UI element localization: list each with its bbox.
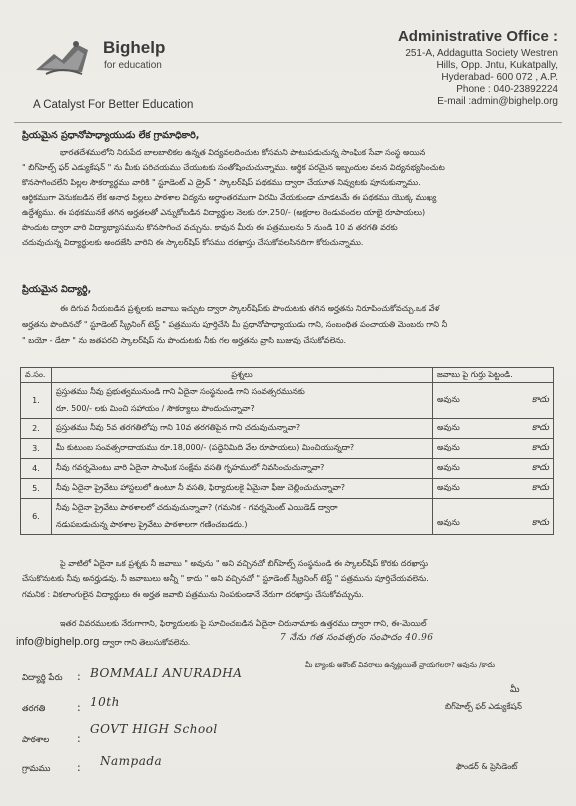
answer-cell[interactable] xyxy=(433,459,554,479)
salutation-headmaster: ప్రియమైన ప్రధానోపాధ్యాయుడు లేక గ్రామాధికారి, xyxy=(22,130,200,141)
row-number: 5. xyxy=(21,479,52,499)
note-line: గమనిక : వికలాంగులైన విద్యార్థులు ఈ అర్హత జవాబి పత్రమును నింపకుండానే నేరుగా దరఖాస్తు చేసుకోవచ్చును. xyxy=(22,590,364,599)
paragraph-line: ఈ దిగువ నీయబడిన ప్రశ్నలకు జవాబు ఇచ్చుట ద్వారా స్కాలర్‌షిప్‌కు పొందుటకు తగిన అర్హతను నిరూపించుకోవచ్చు.ఒక వేళ xyxy=(60,304,440,313)
table-row xyxy=(21,383,554,419)
paragraph-line: భారతదేశములోని నిరుపేద బాలబాలికల ఉన్నత విద్యవలదించుట కోసమని పాటుపడుచున్న సాంఘిక సేవా సంస్థ అయిన xyxy=(60,148,426,157)
field-label-village: గ్రామము xyxy=(22,764,51,774)
col-sno-header: వ.సం. xyxy=(21,368,52,383)
paragraph-line: ఇతర వివరములకు నేరుగాగాని, ఫిర్యాదులకు పై సూచించబడిన ఏదైనా చిరునామాకు ఉత్తరము ద్వారా గాని, ఈ-మెయిల్ xyxy=(60,619,427,628)
yes-option[interactable]: అవును xyxy=(437,518,460,527)
yes-option[interactable]: అవును xyxy=(437,463,460,472)
question-line: ప్రస్తుతము నీవు 5వ తరగతిలోపు గాని 10వ తరగతిపైన గాని చదువుచున్నావా? xyxy=(52,419,433,439)
answer-cell[interactable] xyxy=(433,419,554,439)
printed-note: మీ బ్యాంకు అకౌంట్ వివరాలు ఉన్నట్లయితే వ్రాయగలరా? అవును /కాదు xyxy=(305,661,495,669)
contact-email-line xyxy=(16,636,190,649)
field-value-name[interactable]: BOMMALI ANURADHA xyxy=(90,667,243,680)
answer-cell[interactable] xyxy=(433,479,554,499)
paragraph-line: " బయో - డేటా " ను జతపరచి స్కాలర్‌షిప్ ను పొందుటకు నీకు గల అర్హతను వ్రాసి బుజువు చేసుకోవలెను. xyxy=(22,336,347,345)
no-option-marked[interactable]: కాదు xyxy=(531,442,549,453)
colon: : xyxy=(77,761,81,774)
yes-option[interactable]: అవును xyxy=(437,423,460,432)
question-line: రూ. 500/- లకు మించి సహాయం / సౌకర్యాలు పొందుచున్నావా? xyxy=(56,403,255,413)
field-label-school: పాఠశాల xyxy=(22,735,50,745)
paragraph-line: పొందుట ద్వారా వారి విద్యాభ్యాసమును కొనసాగించ వచ్చును. కావున మీరు ఈ పత్రములను 5 నుండి 10 వ తరగతి వరకు xyxy=(22,223,398,232)
table-header-row xyxy=(21,368,554,383)
paragraph-line: కొనసాగించలేని పిల్లల సౌకర్యార్థము వారికి " స్టూడెంట్ ఎ డ్రైవ్ " స్కాలర్‌షిప్ పథకము ద్వారా చేయూత నివ్వుటకు పూనుకున్నాము. xyxy=(22,178,421,187)
signature-title: ఫౌండర్ & ప్రెసిడెంట్ xyxy=(456,762,518,771)
eligibility-table xyxy=(20,367,554,535)
office-address-block xyxy=(398,28,558,108)
office-email: E-mail :admin@bighelp.org xyxy=(437,96,558,107)
brand-subtitle: for education xyxy=(104,60,162,71)
paragraph-line: చేసుకొనుటకు నీవు అనర్హుడవు. నీ జవాబులు అన్నీ " కాదు " అని వచ్చినచో " స్టూడెంట్ స్క్రీనింగ్ టెస్ట్ " పత్రమును పూర్తిచేయవలెను. xyxy=(22,574,429,583)
question-line: నడుపబడుచున్న పాఠశాల ప్రైవేటు పాఠశాలగా గణించబడదు.) xyxy=(56,519,248,529)
yes-option[interactable]: అవును xyxy=(437,395,460,404)
bighelp-logo-icon xyxy=(32,36,92,78)
office-line: Hyderabad- 600 072 , A.P. xyxy=(441,72,558,83)
office-title: Administrative Office : xyxy=(397,28,558,45)
paragraph-line: " బిగ్‌హెల్ప్ ఫర్ ఎడ్యుకేషన్ " ను మీకు పరిచయము చేయుటకు సంతోషించుచున్నాము. ఆర్థిక పరమైన ఇబ్బందుల వలన విద్యనభ్యసించుట xyxy=(22,163,445,172)
paragraph-line: పై వాటిలో ఏదైనా ఒక ప్రశ్నకు నీ జవాబు " అవును " అని వచ్చినచో బిగ్‌హెల్ప్ సంస్థనుండి ఈ స్కాలర్‌షిప్ కొరకు దరఖాస్తు xyxy=(60,559,429,568)
row-number: 3. xyxy=(21,439,52,459)
col-question-header: ప్రశ్నలు xyxy=(52,368,433,383)
question-line: మీ కుటుంబ సంవత్సరాదాయము రూ.18,000/- (పద్దెనిమిది వేల రూపాయలు) మించియున్నదా? xyxy=(52,439,433,459)
answer-cell[interactable] xyxy=(433,439,554,459)
field-label-name: విద్యార్థి పేరు xyxy=(22,673,63,683)
paragraph-line: ఉద్దేశ్యము. ఈ పథకమునకే తగిన అర్హతలతో ఎన్నుకోబడిన విద్యార్థుల నెలకు రూ.250/- (అక్షరాల రెండువందల యాభై రూపాయలు) xyxy=(22,208,426,217)
tagline: A Catalyst For Better Education xyxy=(33,99,194,111)
contact-email-suffix: ద్వారా గాని తెలుసుకోవలెను. xyxy=(102,638,191,647)
office-line: Hills, Opp. Jntu, Kukatpally, xyxy=(436,60,558,71)
header-divider xyxy=(14,122,562,123)
question-line: నీవు గవర్నమెంటు వారి ఏదైనా సాంఘిక సంక్షేమ వసతి గృహములో నివసించుచున్నావా? xyxy=(52,459,433,479)
question-line: నీవు ఏదైనా ప్రైవేటు పాఠశాలలో చదువుచున్నావా? (గమనిక - గవర్నమెంట్ ఎయిడెడ్ ద్వారా xyxy=(56,502,338,512)
no-option-marked[interactable]: కాదు xyxy=(531,482,549,493)
table-row xyxy=(21,479,554,499)
table-row xyxy=(21,439,554,459)
no-option-marked[interactable]: కాదు xyxy=(531,517,549,528)
handwritten-note: 7 నేను గత సంవత్సరం సంపాదం 40.96 xyxy=(280,633,434,643)
answer-cell[interactable] xyxy=(433,383,554,419)
row-number: 2. xyxy=(21,419,52,439)
yes-option[interactable]: అవును xyxy=(437,483,460,492)
question-cell xyxy=(52,383,433,419)
table-row xyxy=(21,499,554,535)
table-row xyxy=(21,419,554,439)
salutation-student: ప్రియమైన విద్యార్థి, xyxy=(22,284,92,295)
question-line: ప్రస్తుతము నీవు ప్రభుత్వమునుండి గాని ఏదైనా సంస్థనుండి గాని సంవత్సరమునకు xyxy=(56,386,305,396)
row-number: 1. xyxy=(21,383,52,419)
field-label-class: తరగతి xyxy=(22,704,46,714)
field-value-village[interactable]: Nampada xyxy=(100,755,163,768)
contact-email[interactable]: info@bighelp.org xyxy=(16,636,100,648)
office-line: 251-A, Addagutta Society Westren xyxy=(405,48,558,59)
table-row xyxy=(21,459,554,479)
field-value-school[interactable]: GOVT HIGH School xyxy=(90,723,218,736)
signature-yours: మీ xyxy=(510,685,520,695)
paragraph-line: చదువుచున్న విద్యార్థులకు అందజేసి వారిని ఈ స్కాలర్‌షిప్ కోసము దరఖాస్తు చేసుకోవలసినదిగా కోరుచున్నాము. xyxy=(22,238,364,247)
question-cell xyxy=(52,499,433,535)
no-option-marked[interactable]: కాదు xyxy=(531,422,549,433)
answer-cell[interactable] xyxy=(433,499,554,535)
paragraph-line: అర్హతను పొందినచో " స్టూడెంట్ స్క్రీనింగ్ టెస్ట్ " పత్రమును పూర్తిచేసి మీ ప్రధానోపాధ్యాయుడు గాని, సంబంధిత పంచాయతి మెంబరు గాని నీ xyxy=(22,320,448,329)
field-value-class[interactable]: 10th xyxy=(90,696,120,709)
colon: : xyxy=(77,732,81,745)
no-option-marked[interactable]: కాదు xyxy=(531,394,549,405)
paragraph-line: ఆర్థికముగా వెనుకబడిన లేక అనాధ పిల్లలు పాఠశాల విద్యను అర్ధాంతరముగా విరమి వేయకుండా చూడటమే ఈ పథకము యొక్క ముఖ్య xyxy=(22,193,437,202)
row-number: 4. xyxy=(21,459,52,479)
col-answer-header: జవాబు పై గుర్తు పెట్టండి. xyxy=(433,368,554,383)
yes-option[interactable]: అవును xyxy=(437,443,460,452)
colon: : xyxy=(77,701,81,714)
signature-org: బిగ్‌హెల్ప్ ఫర్ ఎడ్యుకేషన్ xyxy=(445,702,522,711)
question-line: నీవు ఏదైనా ప్రైవేటు హాస్టలులో ఉంటూ నీ వసతి, ఫిర్యాదులకై ఏమైనా ఫీజు చెల్లించుచున్నావా? xyxy=(52,479,433,499)
no-option-marked[interactable]: కాదు xyxy=(531,462,549,473)
colon: : xyxy=(77,670,81,683)
row-number: 6. xyxy=(21,499,52,535)
office-phone: Phone : 040-23892224 xyxy=(456,84,558,95)
brand-name: Bighelp xyxy=(103,38,166,57)
